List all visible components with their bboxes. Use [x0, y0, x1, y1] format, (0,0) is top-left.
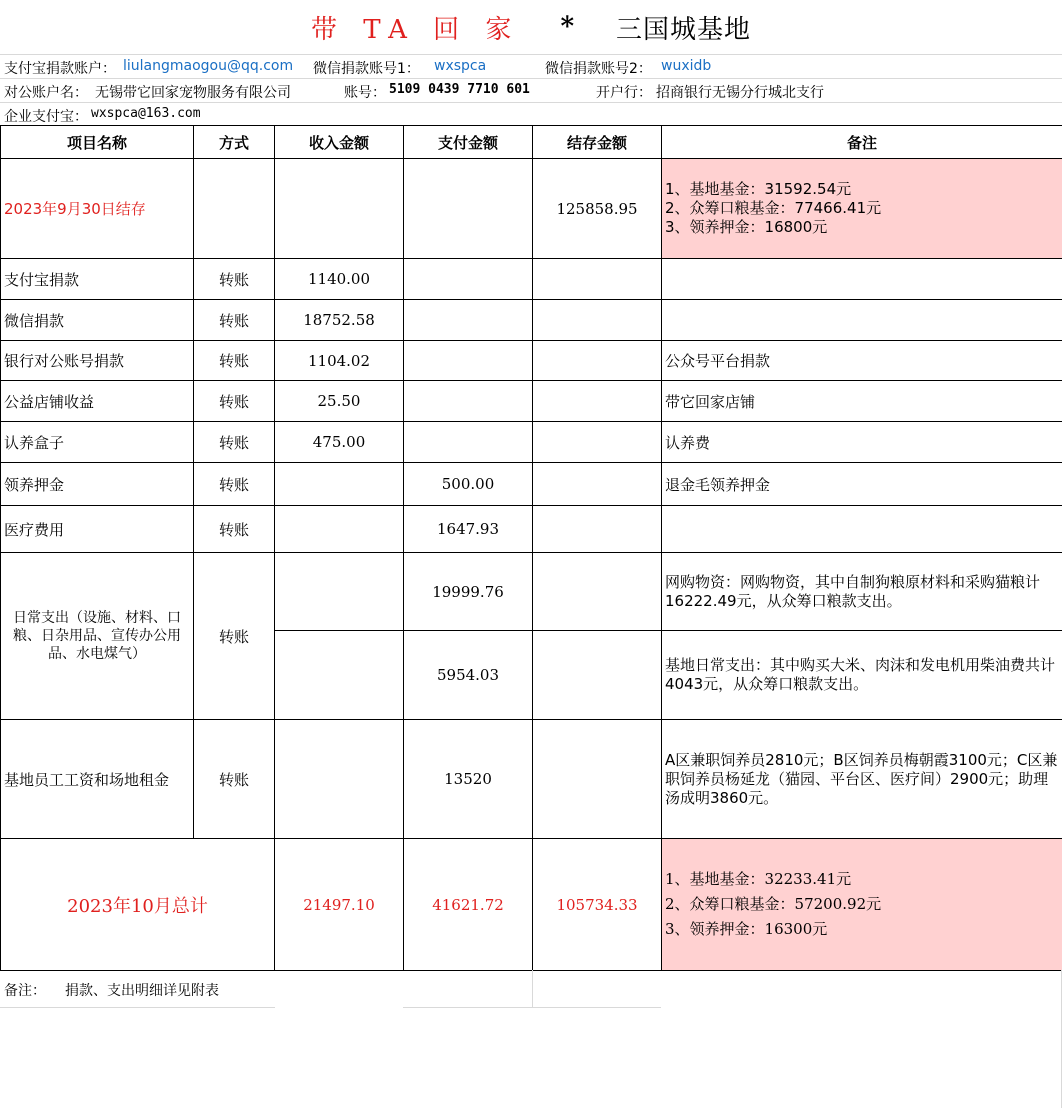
- row-payment: 1647.93: [404, 506, 533, 553]
- salary-method: 转账: [194, 720, 275, 839]
- row-payment: [404, 422, 533, 463]
- row-note: [662, 506, 1062, 553]
- row-payment: [404, 381, 533, 422]
- opening-payment: [404, 159, 533, 259]
- daily-method: 转账: [194, 553, 275, 720]
- table-row: [1, 506, 1062, 553]
- header-income: 收入金额: [275, 126, 404, 159]
- wechat1-account: wxspca: [434, 58, 487, 74]
- total-row: [1, 839, 1062, 971]
- row-method: 转账: [194, 506, 275, 553]
- row-method: 转账: [194, 300, 275, 341]
- account-no: 5109 0439 7710 601: [389, 82, 530, 97]
- corp-alipay: wxspca@163.com: [91, 106, 201, 121]
- row-name: 微信捐款: [1, 300, 194, 341]
- total-note-line: 2、众筹口粮基金：57200.92元: [665, 895, 882, 913]
- header-row: [1, 126, 1062, 159]
- opening-name: 2023年9月30日结存: [1, 159, 194, 259]
- row-note: 认养费: [662, 422, 1062, 463]
- corp-name: 无锡带它回家宠物服务有限公司: [95, 85, 291, 101]
- row-income: 25.50: [275, 381, 404, 422]
- table-row: [1, 463, 1062, 506]
- row-note: 带它回家店铺: [662, 381, 1062, 422]
- total-note: [662, 839, 1062, 971]
- row-balance: [533, 300, 662, 341]
- daily-balance-1: [533, 553, 662, 631]
- salary-balance: [533, 720, 662, 839]
- row-income: 1140.00: [275, 259, 404, 300]
- grid-line: [0, 1007, 275, 1008]
- row-income: [275, 463, 404, 506]
- row-payment: [404, 259, 533, 300]
- table-row: [1, 341, 1062, 381]
- page-title: [0, 0, 1062, 54]
- alipay-label: 支付宝捐款账户：: [4, 61, 116, 77]
- row-income: [275, 506, 404, 553]
- total-note-line: 1、基地基金：32233.41元: [665, 870, 852, 888]
- ledger-table: [0, 125, 1062, 971]
- row-method: 转账: [194, 341, 275, 381]
- bank-name: 招商银行无锡分行城北支行: [656, 85, 824, 101]
- row-balance: [533, 422, 662, 463]
- row-name: 银行对公账号捐款: [1, 341, 194, 381]
- account-row-2: [0, 78, 1062, 102]
- header-method: 方式: [194, 126, 275, 159]
- row-method: 转账: [194, 381, 275, 422]
- wechat1-label: 微信捐款账号1：: [313, 61, 420, 77]
- daily-note-1: 网购物资：网购物资，其中自制狗粮原材料和采购猫粮计16222.49元，从众筹口粮款支出。: [662, 553, 1062, 631]
- row-name: 医疗费用: [1, 506, 194, 553]
- header-note: 备注: [662, 126, 1062, 159]
- table-row: [1, 381, 1062, 422]
- opening-note-line: 3、领养押金：16800元: [665, 218, 828, 236]
- row-name: 公益店铺收益: [1, 381, 194, 422]
- total-note-line: 3、领养押金：16300元: [665, 920, 828, 938]
- footer-row: [0, 970, 1062, 1008]
- row-note: 退金毛领养押金: [662, 463, 1062, 506]
- total-income: 21497.10: [275, 839, 404, 971]
- daily-payment-1: 19999.76: [404, 553, 533, 631]
- row-payment: [404, 300, 533, 341]
- opening-income: [275, 159, 404, 259]
- footer-text: 捐款、支出明细详见附表: [65, 983, 219, 999]
- salary-payment: 13520: [404, 720, 533, 839]
- daily-payment-2: 5954.03: [404, 631, 533, 720]
- row-balance: [533, 341, 662, 381]
- opening-balance: 125858.95: [533, 159, 662, 259]
- footer-label: 备注：: [4, 983, 46, 999]
- total-payment: 41621.72: [404, 839, 533, 971]
- daily-name: 日常支出（设施、材料、口粮、日杂用品、宣传办公用品、水电煤气）: [1, 553, 194, 720]
- header-balance: 结存金额: [533, 126, 662, 159]
- opening-note: [662, 159, 1062, 259]
- row-name: 领养押金: [1, 463, 194, 506]
- corp-alipay-label: 企业支付宝：: [4, 109, 88, 125]
- total-name: 2023年10月总计: [1, 839, 275, 971]
- row-income: 475.00: [275, 422, 404, 463]
- table-row: [1, 422, 1062, 463]
- opening-row: [1, 159, 1062, 259]
- salary-note: A区兼职饲养员2810元；B区饲养员梅朝霞3100元；C区兼职饲养员杨延龙（猫园、平台区、医疗间）2900元；助理汤成明3860元。: [662, 720, 1062, 839]
- header-name: 项目名称: [1, 126, 194, 159]
- header-payment: 支付金额: [404, 126, 533, 159]
- row-note: [662, 300, 1062, 341]
- wechat2-account: wuxidb: [661, 58, 712, 74]
- opening-note-line: 1、基地基金：31592.54元: [665, 180, 852, 198]
- opening-note-line: 2、众筹口粮基金：77466.41元: [665, 199, 882, 217]
- row-method: 转账: [194, 422, 275, 463]
- row-balance: [533, 463, 662, 506]
- title-separator: *: [560, 12, 575, 42]
- alipay-account: liulangmaogou@qq.com: [123, 58, 294, 74]
- row-income: 1104.02: [275, 341, 404, 381]
- daily-income-2: [275, 631, 404, 720]
- table-row: [1, 300, 1062, 341]
- account-row-1: [0, 54, 1062, 78]
- row-note: [662, 259, 1062, 300]
- row-name: 支付宝捐款: [1, 259, 194, 300]
- daily-note-2: 基地日常支出：其中购买大米、肉沫和发电机用柴油费共计4043元，从众筹口粮款支出。: [662, 631, 1062, 720]
- title-base: 三国城基地: [616, 14, 752, 45]
- row-method: 转账: [194, 463, 275, 506]
- account-no-label: 账号：: [344, 85, 386, 101]
- row-note: 公众号平台捐款: [662, 341, 1062, 381]
- table-row: [1, 259, 1062, 300]
- total-balance: 105734.33: [533, 839, 662, 971]
- row-payment: 500.00: [404, 463, 533, 506]
- daily-row-1: [1, 553, 1062, 631]
- daily-income-1: [275, 553, 404, 631]
- grid-line: [532, 970, 533, 1008]
- row-method: 转账: [194, 259, 275, 300]
- row-payment: [404, 341, 533, 381]
- title-org: 带 TA 回 家: [310, 14, 521, 45]
- salary-income: [275, 720, 404, 839]
- row-balance: [533, 506, 662, 553]
- daily-balance-2: [533, 631, 662, 720]
- row-balance: [533, 259, 662, 300]
- row-balance: [533, 381, 662, 422]
- bank-label: 开户行：: [596, 85, 652, 101]
- salary-row: [1, 720, 1062, 839]
- row-name: 认养盒子: [1, 422, 194, 463]
- wechat2-label: 微信捐款账号2：: [545, 61, 652, 77]
- salary-name: 基地员工工资和场地租金: [1, 720, 194, 839]
- grid-line: [403, 1007, 661, 1008]
- account-row-3: [0, 102, 1062, 125]
- row-income: 18752.58: [275, 300, 404, 341]
- corp-name-label: 对公账户名：: [4, 85, 88, 101]
- opening-method: [194, 159, 275, 259]
